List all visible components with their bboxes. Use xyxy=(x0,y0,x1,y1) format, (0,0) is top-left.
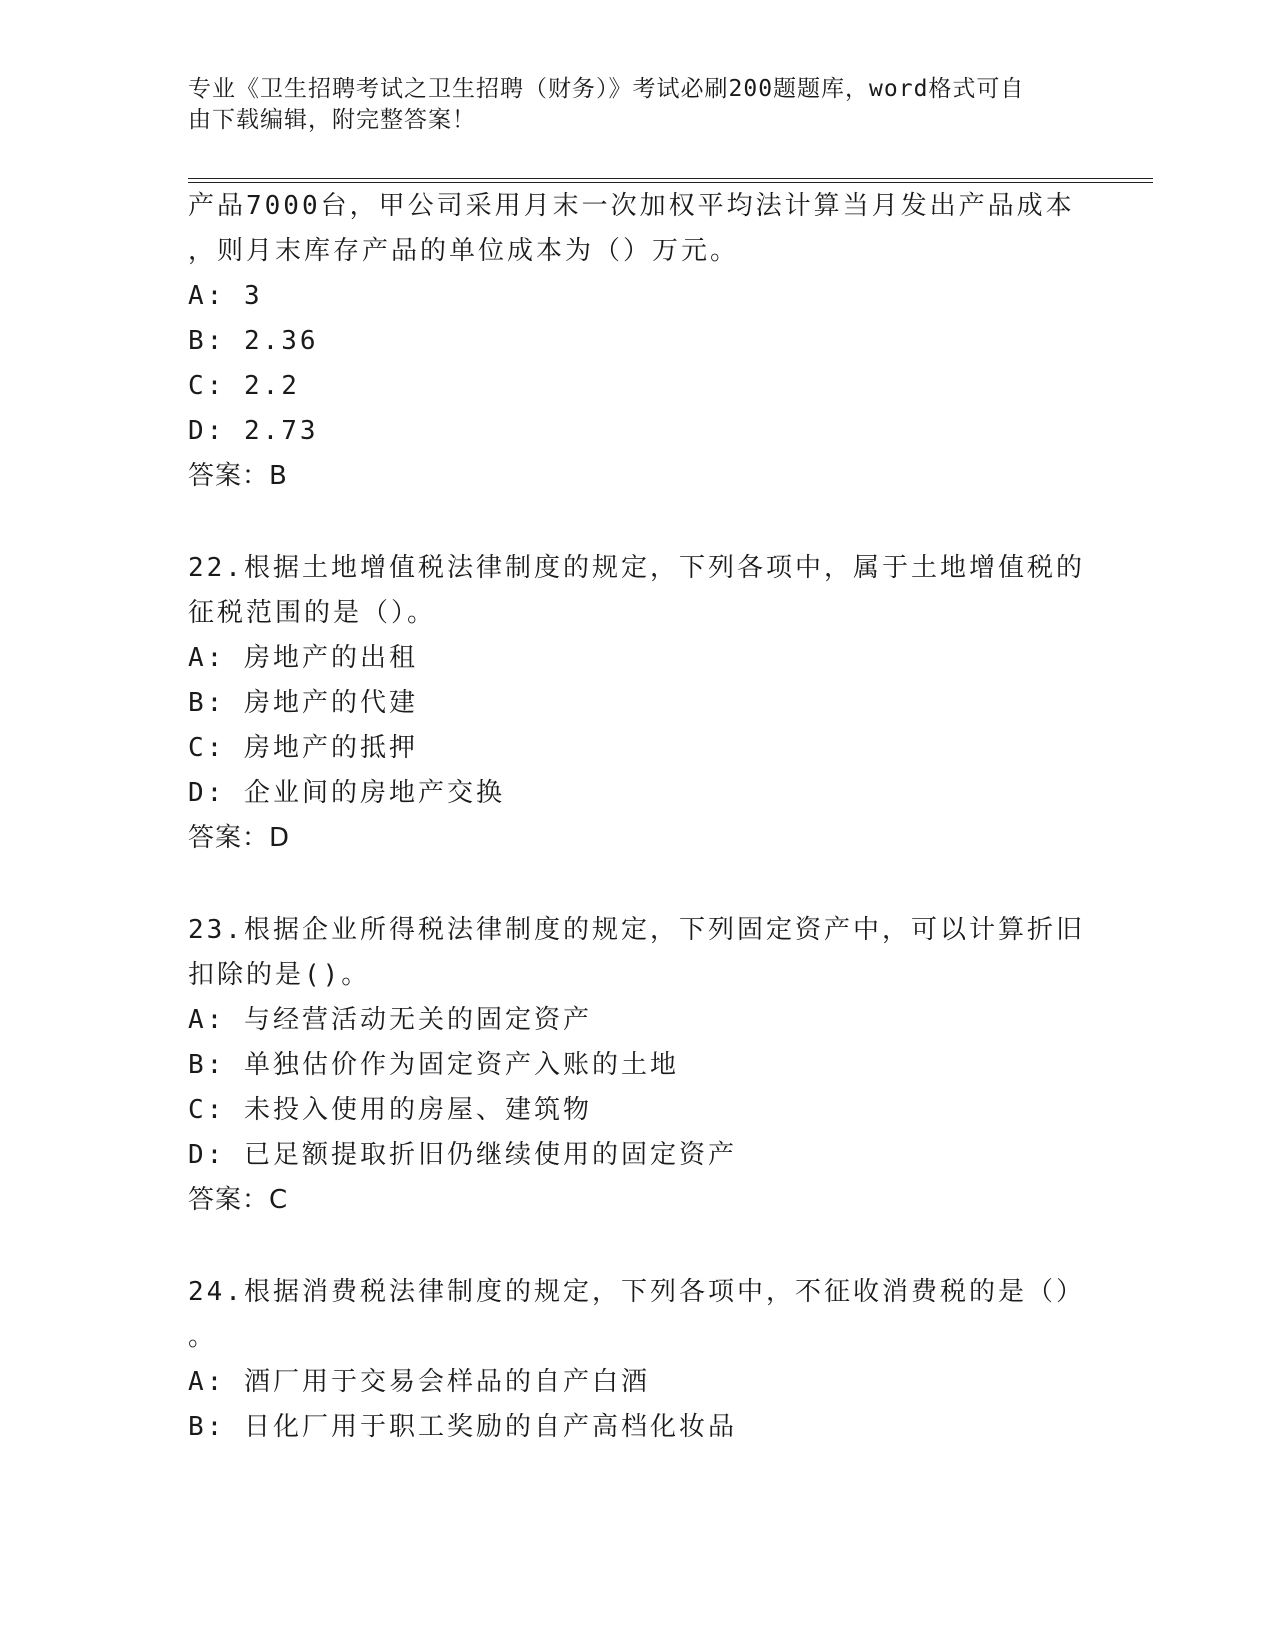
document-header xyxy=(188,74,1068,136)
question-stem-line: ，则月末库存产品的单位成本为（）万元。 xyxy=(188,236,740,266)
header-divider-top xyxy=(188,178,1153,179)
option-c: C: 未投入使用的房屋、建筑物 xyxy=(188,1095,592,1125)
option-b: B: 房地产的代建 xyxy=(188,688,418,718)
question-stem-line: 扣除的是()。 xyxy=(188,960,371,990)
option-a: A: 3 xyxy=(188,281,263,311)
question-stem-line: 24.根据消费税法律制度的规定，下列各项中，不征收消费税的是（） xyxy=(188,1277,1085,1307)
question-stem-line: 23.根据企业所得税法律制度的规定，下列固定资产中，可以计算折旧 xyxy=(188,915,1085,945)
option-d: D: 企业间的房地产交换 xyxy=(188,778,505,808)
option-c: C: 房地产的抵押 xyxy=(188,733,418,763)
question-stem-line: 22.根据土地增值税法律制度的规定，下列各项中，属于土地增值税的 xyxy=(188,553,1085,583)
option-b: B: 单独估价作为固定资产入账的土地 xyxy=(188,1050,679,1080)
question-23 xyxy=(188,908,1088,1223)
question-24 xyxy=(188,1270,1088,1450)
option-a: A: 酒厂用于交易会样品的自产白酒 xyxy=(188,1367,650,1397)
option-a: A: 与经营活动无关的固定资产 xyxy=(188,1005,592,1035)
question-stem-line: 产品7000台，甲公司采用月末一次加权平均法计算当月发出产品成本 xyxy=(188,191,1075,221)
answer-label: 答案：B xyxy=(188,461,288,491)
answer-label: 答案：D xyxy=(188,823,291,853)
header-divider-bottom xyxy=(188,182,1153,183)
option-b: B: 2.36 xyxy=(188,326,319,356)
header-line-1: 专业《卫生招聘考试之卫生招聘（财务）》考试必刷200题题库，word格式可自 xyxy=(188,76,1025,102)
question-21 xyxy=(188,184,1088,499)
answer-label: 答案：C xyxy=(188,1185,289,1215)
option-d: D: 已足额提取折旧仍继续使用的固定资产 xyxy=(188,1140,737,1170)
header-line-2: 由下载编辑，附完整答案！ xyxy=(188,107,476,133)
option-c: C: 2.2 xyxy=(188,371,300,401)
option-d: D: 2.73 xyxy=(188,416,319,446)
question-22 xyxy=(188,546,1088,861)
question-stem-line: 。 xyxy=(188,1322,218,1352)
option-a: A: 房地产的出租 xyxy=(188,643,418,673)
option-b: B: 日化厂用于职工奖励的自产高档化妆品 xyxy=(188,1412,737,1442)
question-stem-line: 征税范围的是（）。 xyxy=(188,598,437,628)
